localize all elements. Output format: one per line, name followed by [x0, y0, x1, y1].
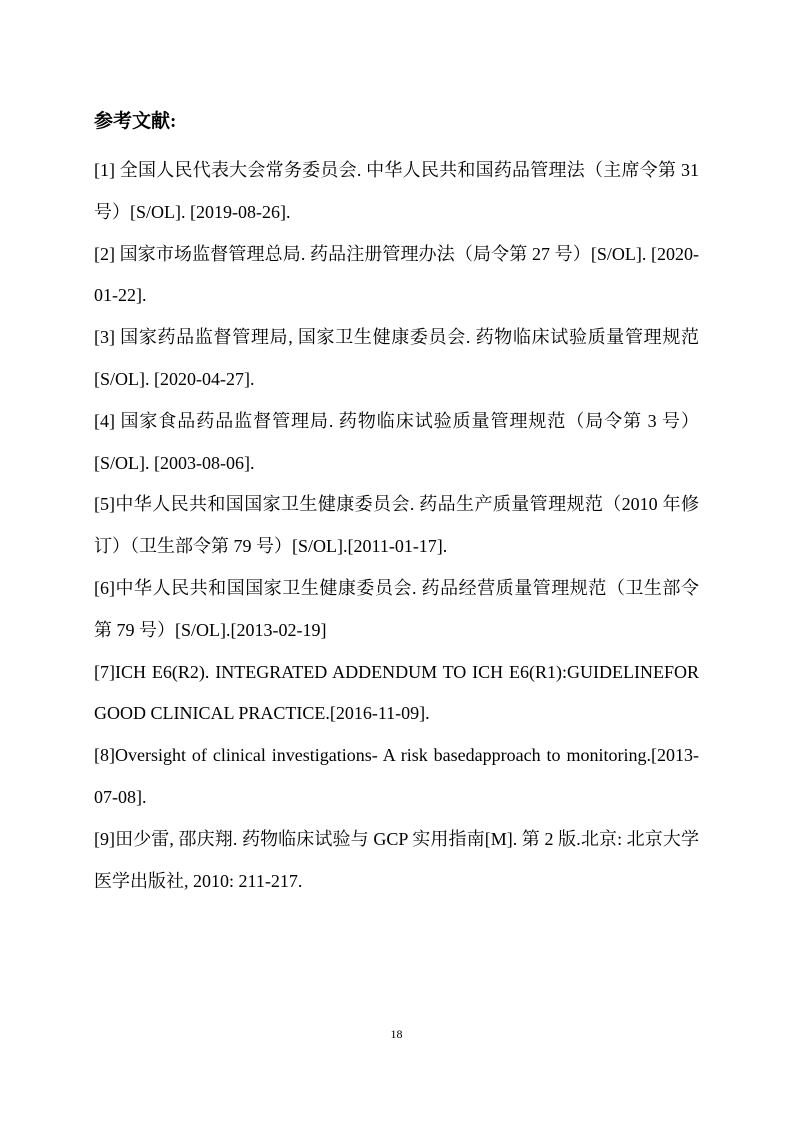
reference-item: [5]中华人民共和国国家卫生健康委员会. 药品生产质量管理规范（2010 年修订）（卫生部令第 79 号）[S/OL].[2011-01-17].: [94, 494, 699, 557]
reference-item: [7]ICH E6(R2). INTEGRATED ADDENDUM TO ICH E6(R1):GUIDELINEFOR GOOD CLINICAL PRACTICE.[2016-11-09].: [94, 661, 699, 724]
references-heading: 参考文献:: [94, 111, 177, 132]
reference-list: [94, 150, 699, 902]
reference-item: [6]中华人民共和国国家卫生健康委员会. 药品经营质量管理规范（卫生部令第 79 号）[S/OL].[2013-02-19]: [94, 577, 699, 640]
reference-item: [4] 国家食品药品监督管理局. 药物临床试验质量管理规范（局令第 3 号）[S/OL]. [2003-08-06].: [94, 410, 699, 473]
reference-item: [3] 国家药品监督管理局, 国家卫生健康委员会. 药物临床试验质量管理规范 [S/OL]. [2020-04-27].: [94, 327, 699, 389]
reference-item: [9]田少雷, 邵庆翔. 药物临床试验与 GCP 实用指南[M]. 第 2 版.北京: 北京大学医学出版社, 2010: 211-217.: [94, 828, 699, 891]
page-number: 18: [390, 1027, 403, 1041]
reference-item: [2] 国家市场监督管理总局. 药品注册管理办法（局令第 27 号）[S/OL]. [2020-01-22].: [94, 243, 699, 306]
reference-item: [8]Oversight of clinical investigations- A risk basedapproach to monitoring.[2013-07-08].: [94, 745, 699, 807]
reference-item: [1] 全国人民代表大会常务委员会. 中华人民共和国药品管理法（主席令第 31 号）[S/OL]. [2019-08-26].: [94, 160, 699, 222]
